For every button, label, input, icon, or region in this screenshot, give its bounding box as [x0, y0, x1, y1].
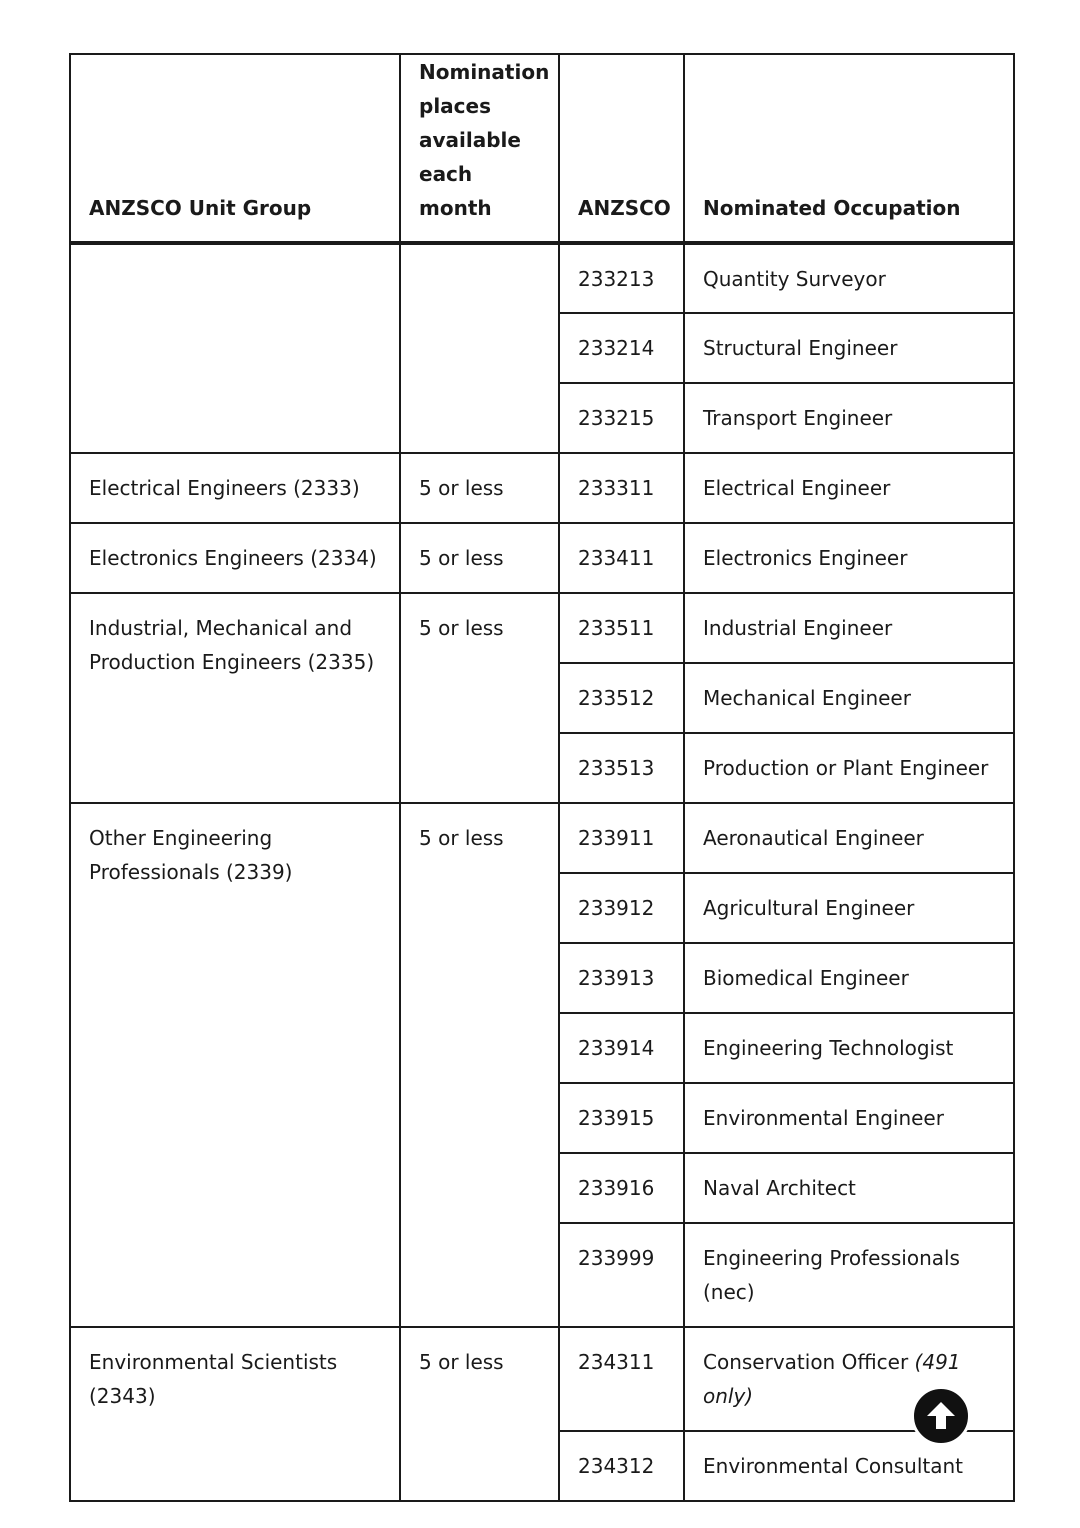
anzsco-code-cell: 234311 — [559, 1327, 684, 1431]
occupation-cell: Aeronautical Engineer — [684, 803, 1014, 873]
table-header-row — [70, 54, 1014, 243]
occupation-cell: Mechanical Engineer — [684, 663, 1014, 733]
occupation-cell: Environmental Consultant — [684, 1431, 1014, 1501]
table-row — [70, 593, 1014, 663]
occupation-cell: Industrial Engineer — [684, 593, 1014, 663]
occupation-cell: Quantity Surveyor — [684, 243, 1014, 313]
unit-group-cell: Environmental Scientists (2343) — [70, 1327, 400, 1501]
anzsco-code-cell: 234312 — [559, 1431, 684, 1501]
occupation-cell: Naval Architect — [684, 1153, 1014, 1223]
unit-group-cell — [70, 243, 400, 453]
anzsco-code-cell: 233311 — [559, 453, 684, 523]
places-cell: 5 or less — [400, 1327, 559, 1501]
anzsco-code-cell: 233911 — [559, 803, 684, 873]
occupation-cell: Electronics Engineer — [684, 523, 1014, 593]
anzsco-code-cell: 233914 — [559, 1013, 684, 1083]
places-cell: 5 or less — [400, 453, 559, 523]
unit-group-cell: Electrical Engineers (2333) — [70, 453, 400, 523]
header-occupation: Nominated Occupation — [684, 54, 1014, 243]
table-row — [70, 243, 1014, 313]
places-cell: 5 or less — [400, 803, 559, 1327]
occupation-cell: Agricultural Engineer — [684, 873, 1014, 943]
occupation-note: (491 only) — [703, 1350, 961, 1408]
anzsco-code-cell: 233213 — [559, 243, 684, 313]
anzsco-code-cell: 233411 — [559, 523, 684, 593]
places-cell — [400, 243, 559, 453]
anzsco-code-cell: 233916 — [559, 1153, 684, 1223]
occupation-cell: Engineering Technologist — [684, 1013, 1014, 1083]
unit-group-cell: Other Engineering Professionals (2339) — [70, 803, 400, 1327]
occupation-cell: Structural Engineer — [684, 313, 1014, 383]
header-unit-group: ANZSCO Unit Group — [70, 54, 400, 243]
occupation-cell: Biomedical Engineer — [684, 943, 1014, 1013]
occupation-cell: Production or Plant Engineer — [684, 733, 1014, 803]
anzsco-code-cell: 233511 — [559, 593, 684, 663]
arrow-up-icon — [921, 1396, 961, 1436]
anzsco-code-cell: 233513 — [559, 733, 684, 803]
occupation-cell: Transport Engineer — [684, 383, 1014, 453]
header-anzsco: ANZSCO — [559, 54, 684, 243]
anzsco-code-cell: 233215 — [559, 383, 684, 453]
scroll-to-top-button[interactable] — [911, 1386, 971, 1446]
header-nomination-places: Nomination places available each month — [400, 54, 559, 243]
unit-group-cell: Industrial, Mechanical and Production Engineers (2335) — [70, 593, 400, 803]
table-row — [70, 523, 1014, 593]
anzsco-code-cell: 233912 — [559, 873, 684, 943]
occupation-cell: Environmental Engineer — [684, 1083, 1014, 1153]
occupation-cell: Engineering Professionals (nec) — [684, 1223, 1014, 1327]
places-cell: 5 or less — [400, 523, 559, 593]
places-cell: 5 or less — [400, 593, 559, 803]
occupation-cell: Electrical Engineer — [684, 453, 1014, 523]
table-row — [70, 803, 1014, 873]
anzsco-code-cell: 233512 — [559, 663, 684, 733]
unit-group-cell: Electronics Engineers (2334) — [70, 523, 400, 593]
table-row — [70, 453, 1014, 523]
occupation-table — [69, 53, 1015, 1502]
table-row — [70, 1327, 1014, 1431]
anzsco-code-cell: 233214 — [559, 313, 684, 383]
occupation-name: Conservation Officer — [703, 1350, 909, 1374]
anzsco-code-cell: 233915 — [559, 1083, 684, 1153]
anzsco-code-cell: 233999 — [559, 1223, 684, 1327]
anzsco-code-cell: 233913 — [559, 943, 684, 1013]
